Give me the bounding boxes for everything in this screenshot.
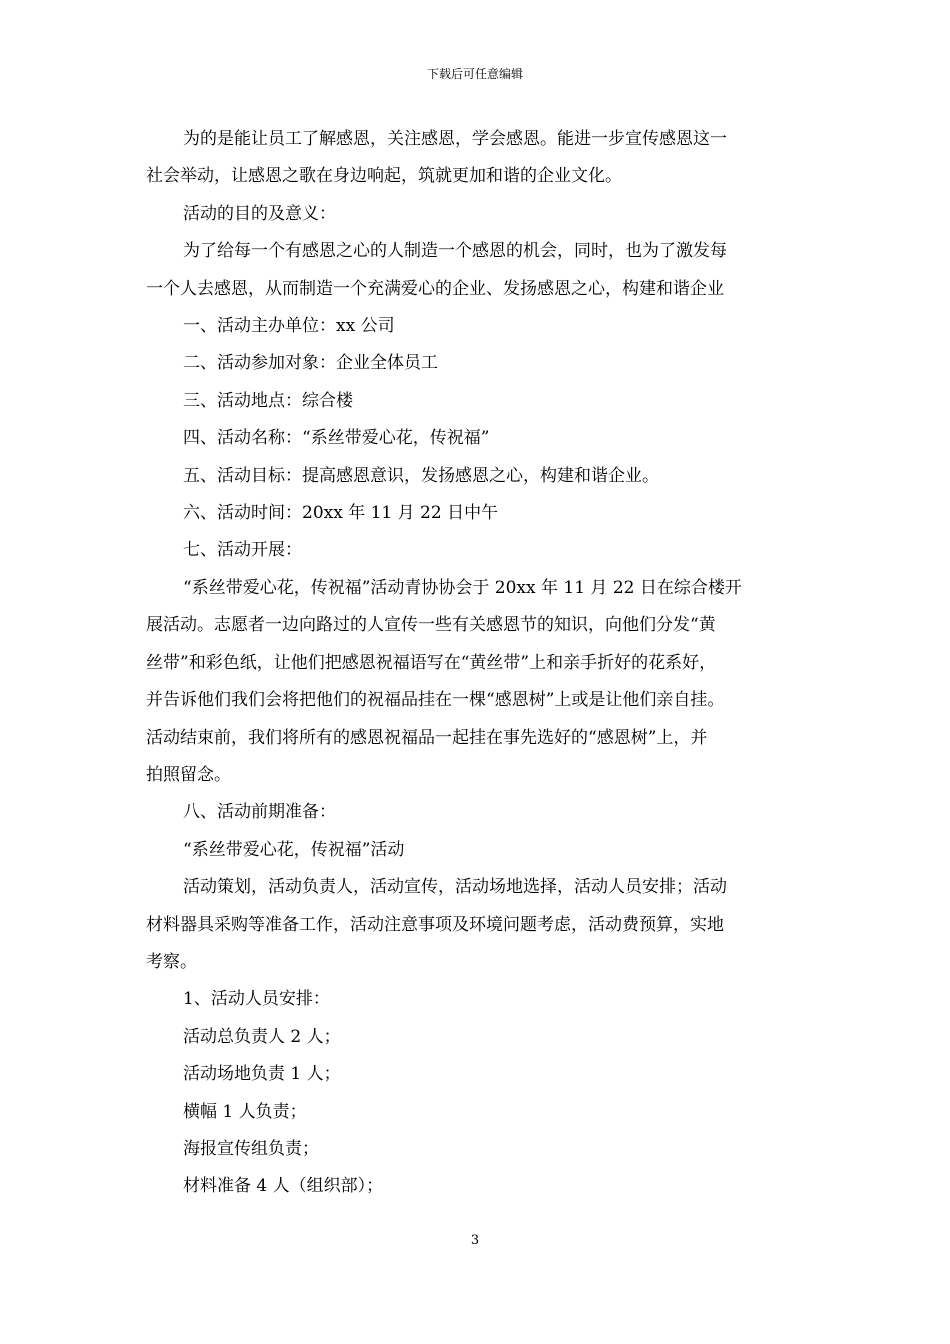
section-heading: 活动的目的及意义： (183, 203, 336, 224)
list-item: 八、活动前期准备： (183, 802, 336, 823)
text-line: 社会举动，让感恩之歌在身边响起，筑就更加和谐的企业文化。 (146, 166, 622, 187)
list-item: 海报宣传组负责； (183, 1138, 319, 1159)
text-line: 为了给每一个有感恩之心的人制造一个感恩的机会，同时，也为了激发每 (183, 241, 727, 262)
page-header: 下载后可任意编辑 (426, 67, 523, 81)
text-line: 展活动。志愿者一边向路过的人宣传一些有关感恩节的知识，向他们分发“黄 (146, 615, 716, 636)
list-item: 一、活动主办单位：xx 公司 (183, 316, 395, 337)
list-item: 七、活动开展： (183, 540, 302, 561)
text-line: 为的是能让员工了解感恩，关注感恩，学会感恩。能进一步宣传感恩这一 (183, 129, 727, 149)
list-item: 四、活动名称：“系丝带爱心花，传祝福” (183, 428, 490, 449)
list-item: 1、活动人员安排： (183, 989, 330, 1010)
text-line: 丝带”和彩色纸，让他们把感恩祝福语写在“黄丝带”上和亲手折好的花系好， (146, 652, 717, 673)
list-item: 材料准备 4 人（组织部）； (183, 1176, 384, 1197)
list-item: 活动场地负责 1 人； (183, 1064, 341, 1085)
text-line: “系丝带爱心花，传祝福”活动 (183, 839, 405, 860)
list-item: 横幅 1 人负责； (183, 1101, 307, 1122)
list-item: 三、活动地点：综合楼 (183, 390, 353, 411)
list-item: 五、活动目标：提高感恩意识，发扬感恩之心，构建和谐企业。 (183, 465, 659, 486)
text-line: 并告诉他们我们会将把他们的祝福品挂在一棵“感恩树”上或是让他们亲自挂。 (146, 690, 725, 711)
text-line: 拍照留念。 (146, 764, 231, 785)
list-item: 六、活动时间：20xx 年 11 月 22 日中午 (183, 503, 499, 524)
text-line: 考察。 (146, 951, 197, 972)
document-body (146, 121, 810, 1206)
text-line: 活动策划，活动负责人，活动宣传，活动场地选择，活动人员安排；活动 (183, 877, 727, 898)
text-line: 活动结束前，我们将所有的感恩祝福品一起挂在事先选好的“感恩树”上，并 (146, 727, 708, 748)
page-number: 3 (470, 1233, 480, 1248)
text-line: 材料器具采购等准备工作，活动注意事项及环境问题考虑，活动费预算，实地 (146, 914, 724, 935)
list-item: 二、活动参加对象：企业全体员工 (183, 353, 438, 374)
text-line: “系丝带爱心花，传祝福”活动青协协会于 20xx 年 11 月 22 日在综合楼开 (183, 577, 742, 598)
text-line: 一个人去感恩，从而制造一个充满爱心的企业、发扬感恩之心，构建和谐企业 (146, 278, 724, 299)
list-item: 活动总负责人 2 人； (183, 1026, 341, 1047)
